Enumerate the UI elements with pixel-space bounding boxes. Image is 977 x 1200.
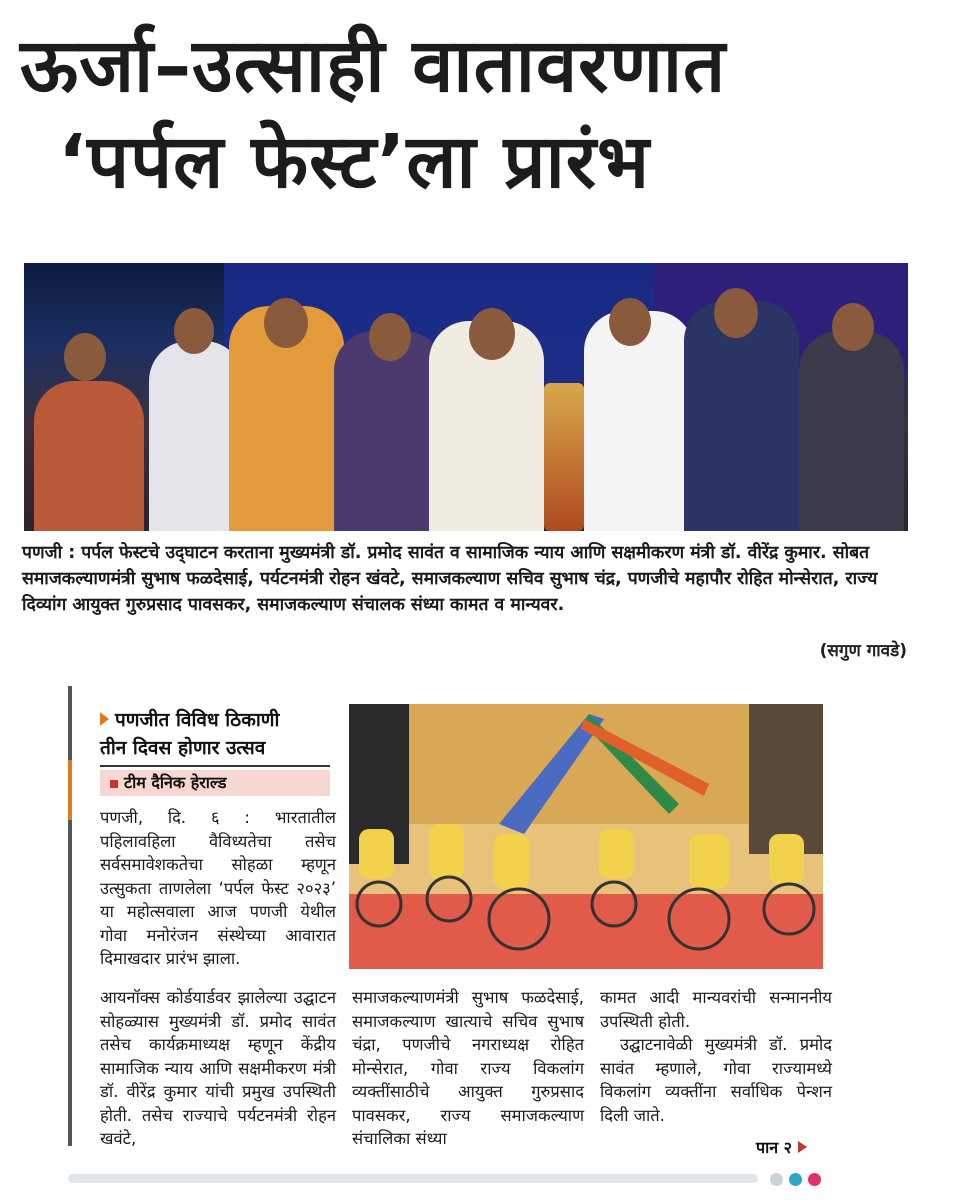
square-bullet-icon xyxy=(110,780,118,788)
photo-person-head xyxy=(714,288,758,338)
column-accent xyxy=(68,760,72,820)
page-reference xyxy=(756,1136,807,1158)
photo-person-head xyxy=(369,313,411,361)
article-paragraph-3: समाजकल्याणमंत्री सुभाष फळदेसाई, समाजकल्याण खात्याचे सचिव सुभाष चंद्रा, पणजीचे नगराध्यक्ष रोहित मोन्सेरात, गोवा राज्य विकलांग व्यक्तींसाठीचे आयुक्त गुरुप्रसाद पावसकर, राज्य समाजकल्याण संचालिका संध्या xyxy=(352,988,584,1148)
article-paragraph-4-5 xyxy=(600,986,832,1127)
article-paragraph-4: कामत आदी मान्यवरांची सन्माननीय उपस्थिती होती. xyxy=(600,988,832,1031)
page-reference-text: पान २ xyxy=(756,1138,793,1157)
photo-person-head xyxy=(64,333,106,381)
byline-text: टीम दैनिक हेराल्ड xyxy=(124,773,227,792)
photo-credit: (सगुण गावडे) xyxy=(819,641,907,661)
headline-line-2: ‘पर्पल फेस्ट’ला प्रारंभ xyxy=(58,119,651,205)
subheadline-line-1-text: पणजीत विविध ठिकाणी xyxy=(115,709,280,731)
wheelchair-dance-photo xyxy=(349,704,823,969)
photo-lamp xyxy=(544,383,584,531)
byline-rule xyxy=(100,765,330,767)
subheadline-line-1 xyxy=(100,706,330,734)
article-paragraph-2: आयनॉक्स कोर्डयार्डवर झालेल्या उद्घाटन सोहळ्यास मुख्यमंत्री डॉ. प्रमोद सावंत तसेच कार्यक्रमाध्यक्ष म्हणून केंद्रीय सामाजिक न्याय आणि सक्षमीकरण मंत्री डॉ. वीरेंद्र कुमार यांची प्रमुख उपस्थिती होती. तसेच राज्याचे पर्यटनमंत्री रोहन खवंटे, xyxy=(100,988,336,1148)
photo-person-head xyxy=(609,298,651,346)
headline-line-1: ऊर्जा–उत्साही वातावरणात xyxy=(20,23,727,109)
arrow-icon xyxy=(100,712,109,726)
photo-person-head xyxy=(832,303,874,351)
article-paragraph-1: पणजी, दि. ६ : भारतातील पहिलावहिला वैविध्यतेचा तसेच सर्वसमावेशकतेचा सोहळा म्हणून उत्सुकता ताणलेला ‘पर्पल फेस्ट २०२३’ या महोत्सवाला आज पणजी येथील गोवा मनोरंजन संस्थेच्या आवारात दिमाखदार प्रारंभ झाला. xyxy=(100,808,336,968)
photo-person xyxy=(799,331,904,531)
subheadline xyxy=(100,706,330,762)
photo-person xyxy=(34,381,144,531)
play-arrow-icon xyxy=(798,1141,807,1153)
subheadline-line-2: तीन दिवस होणार उत्सव xyxy=(100,737,266,759)
carousel-dot[interactable] xyxy=(770,1173,783,1186)
photo-person-head xyxy=(469,308,515,360)
photo-caption: पणजी : पर्पल फेस्टचे उद्‌घाटन करताना मुख्यमंत्री डॉ. प्रमोद सावंत व सामाजिक न्याय आणि सक्षमीकरण मंत्री डॉ. वीरेंद्र कुमार. सोबत समाजकल्याणमंत्री सुभाष फळदेसाई, पर्यटनमंत्री रोहन खंवटे, समाजकल्याण सचिव सुभाष चंद्र, पणजीचे महापौर रोहित मोन्सेरात, राज्य दिव्यांग आयुक्त गुरुप्रसाद पावसकर, समाजकल्याण संचालक संध्या कामत व मान्यवर. xyxy=(22,543,878,615)
headline xyxy=(20,18,950,210)
carousel-dots xyxy=(770,1171,827,1190)
column-rule xyxy=(68,686,72,1146)
horizontal-scrollbar[interactable] xyxy=(68,1174,758,1183)
photo-person-head xyxy=(174,308,214,354)
photo-person xyxy=(334,331,444,531)
article-paragraph-5: उद्घाटनावेळी मुख्यमंत्री डॉ. प्रमोद सावंत म्हणाले, गोवा राज्यामध्ये विकलांग व्यक्तींना सर्वाधिक पेन्शन दिली जाते. xyxy=(600,1035,832,1125)
byline xyxy=(100,770,330,796)
photo-person-head xyxy=(264,298,308,348)
inauguration-photo xyxy=(24,263,908,531)
carousel-dot[interactable] xyxy=(789,1173,802,1186)
carousel-dot[interactable] xyxy=(808,1173,821,1186)
photo-person xyxy=(584,311,694,531)
